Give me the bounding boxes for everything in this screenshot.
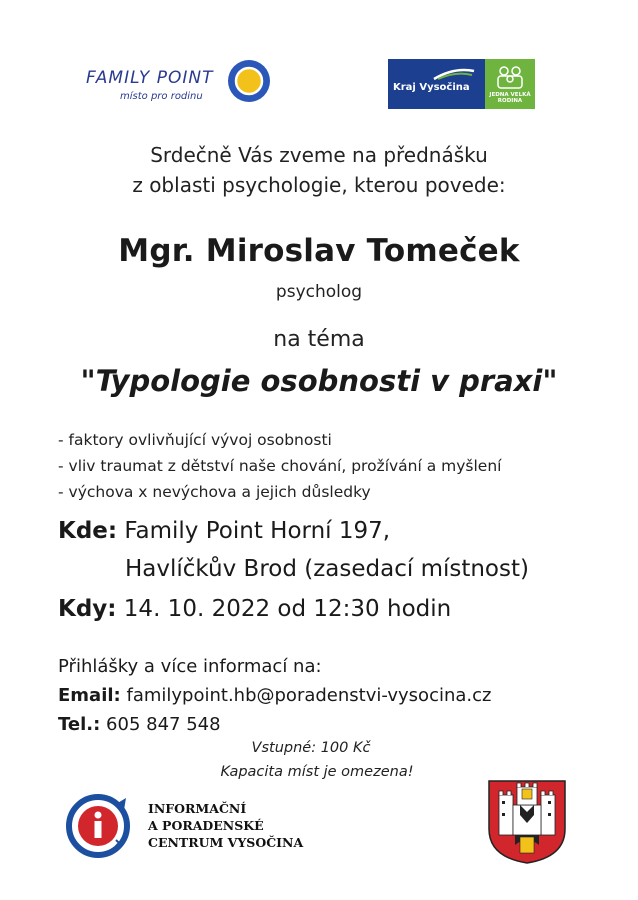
tel-value: 605 847 548 <box>106 714 221 735</box>
kraj-slogan-1: JEDNA VELKÁ <box>489 92 531 98</box>
intro-line-1: Srdečně Vás zveme na přednášku <box>150 143 488 167</box>
contact-heading: Přihlášky a více informací na: <box>58 656 322 677</box>
bullet-item: - faktory ovlivňující vývoj osobnosti <box>58 431 332 449</box>
where-address: Family Point Horní 197, <box>124 518 391 544</box>
family-point-name: FAMILY POINT <box>86 68 214 88</box>
ipc-logo <box>66 794 326 858</box>
intro-line-2: z oblasti psychologie, kterou povede: <box>132 173 506 197</box>
bullet-item: - výchova x nevýchova a jejich důsledky <box>58 483 371 501</box>
tel-line <box>58 714 221 735</box>
where-label: Kde: <box>58 518 118 544</box>
family-point-logo <box>86 58 286 112</box>
sun-icon <box>227 59 271 103</box>
when-line <box>58 596 451 622</box>
topic-label: na téma <box>273 327 365 352</box>
when-value: 14. 10. 2022 od 12:30 hodin <box>123 596 452 622</box>
where-line-2: Havlíčkův Brod (zasedací místnost) <box>125 556 529 582</box>
coat-of-arms-icon <box>487 779 567 865</box>
topic-title: "Typologie osobnosti v praxi" <box>80 364 558 398</box>
bullet-item: - vliv traumat z dětství naše chování, prožívání a myšlení <box>58 457 502 475</box>
speaker-role: psycholog <box>275 282 363 302</box>
family-icon <box>495 64 525 90</box>
email-line <box>58 685 491 706</box>
kraj-name: Kraj Vysočina <box>393 82 470 93</box>
info-icon <box>66 794 130 858</box>
ipc-line-1: INFORMAČNÍ <box>148 801 247 816</box>
kraj-blue-panel <box>388 59 485 109</box>
capacity-note: Kapacita míst je omezena! <box>220 764 414 780</box>
speaker-name: Mgr. Miroslav Tomeček <box>118 233 520 269</box>
kraj-slogan-2: RODINA <box>497 98 523 104</box>
swoosh-icon <box>432 67 476 81</box>
ipc-line-2: A PORADENSKÉ <box>148 818 264 833</box>
email-label: Email: <box>58 685 121 706</box>
kraj-green-panel <box>485 59 535 109</box>
email-value: familypoint.hb@poradenstvi-vysocina.cz <box>126 685 492 706</box>
ipc-line-3: CENTRUM VYSOČINA <box>148 835 304 850</box>
family-point-tagline: místo pro rodinu <box>120 91 203 102</box>
tel-label: Tel.: <box>58 714 101 735</box>
when-label: Kdy: <box>58 596 117 622</box>
fee-note: Vstupné: 100 Kč <box>251 740 371 756</box>
kraj-vysocina-logo <box>388 59 535 109</box>
where-line-1 <box>58 518 390 544</box>
